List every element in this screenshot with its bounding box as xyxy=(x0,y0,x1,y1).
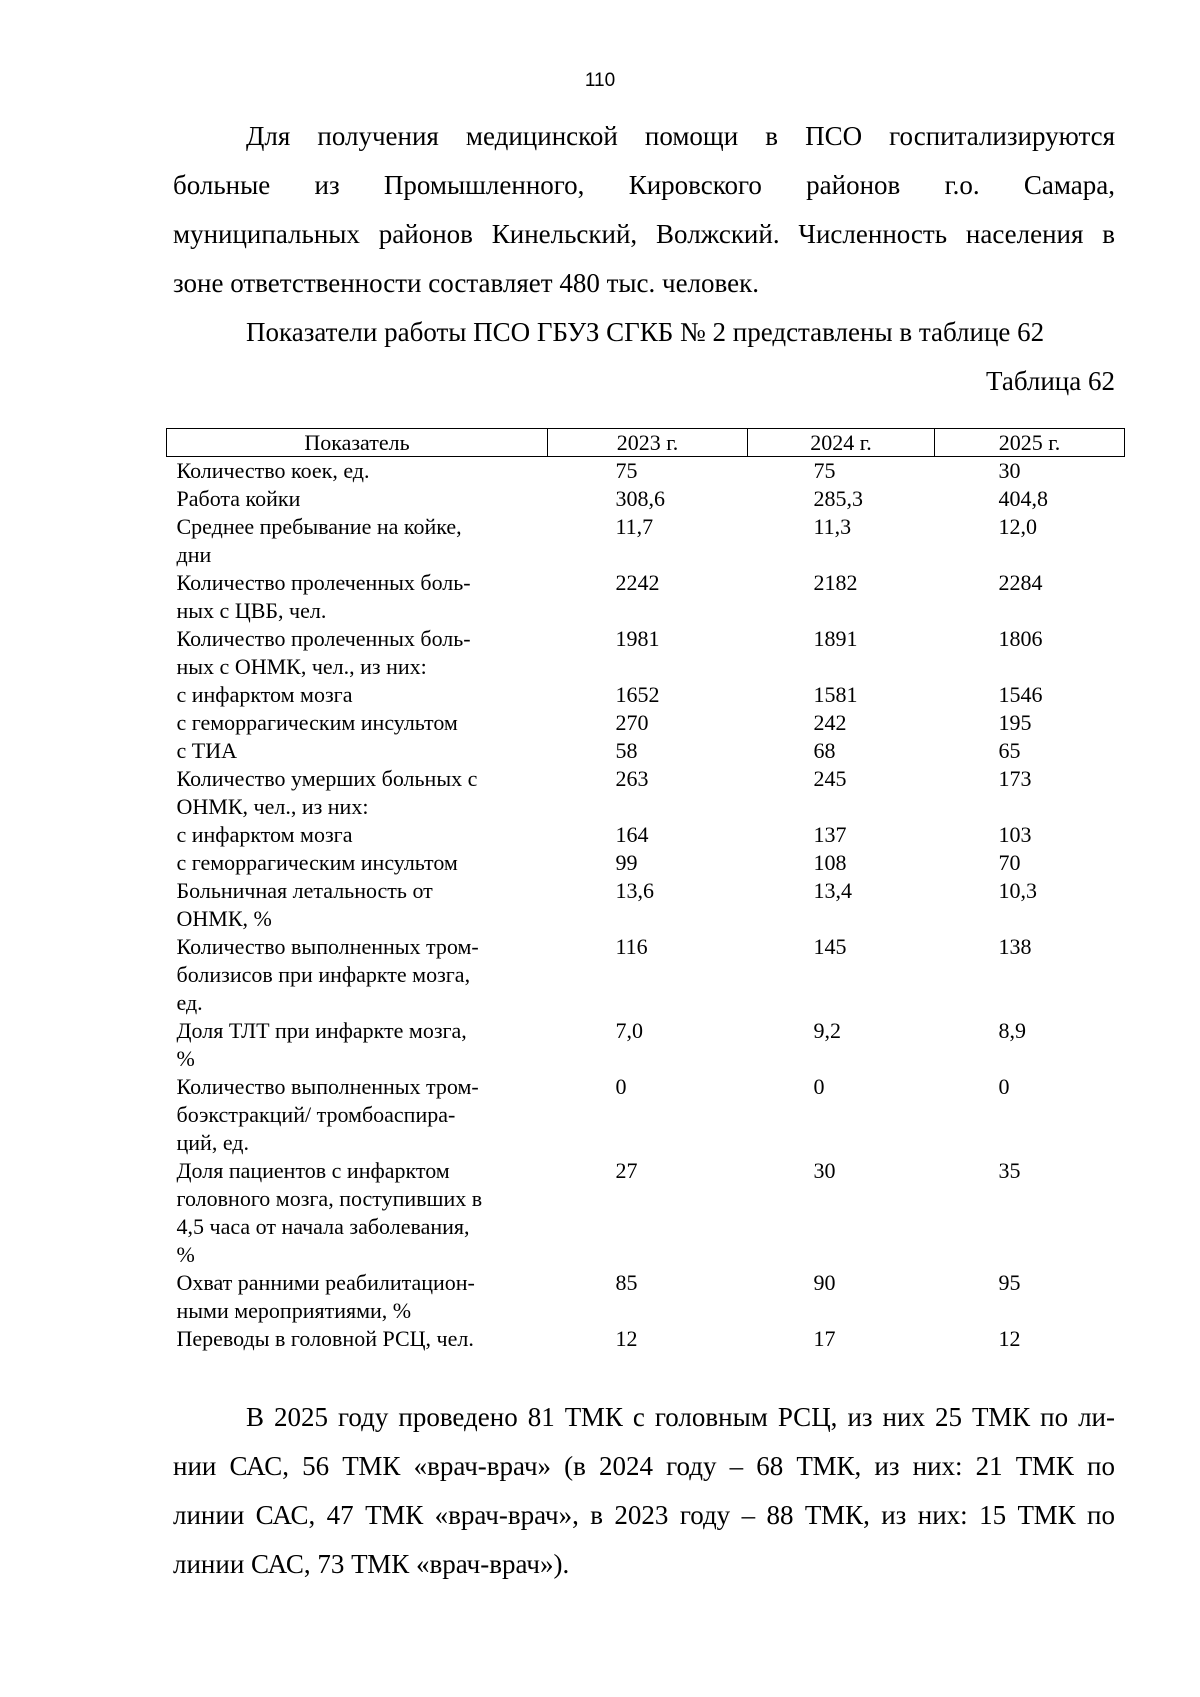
value-2023-cell xyxy=(548,849,748,877)
closing-line: нии САС, 56 ТМК «врач-врач» (в 2024 году – 68 ТМК, из них: 21 ТМК по xyxy=(173,1451,1115,1481)
value-2024: 90 xyxy=(813,1270,836,1295)
value-2025-cell xyxy=(935,877,1125,933)
value-2023-cell xyxy=(548,1269,748,1325)
row-label-line: Доля пациентов с инфарктом xyxy=(176,1158,450,1183)
value-2023-cell xyxy=(548,513,748,569)
row-label-line: ных с ЦВБ, чел. xyxy=(176,598,327,623)
row-label-line: Доля ТЛТ при инфаркте мозга, xyxy=(176,1018,467,1043)
value-2025-cell xyxy=(935,1325,1125,1353)
value-2024-cell xyxy=(748,737,935,765)
value-2023: 164 xyxy=(615,822,649,847)
row-label xyxy=(167,1073,548,1157)
value-2024-cell xyxy=(748,1017,935,1073)
value-2023-cell xyxy=(548,457,748,486)
row-label xyxy=(167,513,548,569)
table-row xyxy=(167,1269,1125,1325)
value-2024: 9,2 xyxy=(813,1018,841,1043)
value-2024: 17 xyxy=(813,1326,836,1351)
value-2024: 1581 xyxy=(813,682,858,707)
value-2024-cell xyxy=(748,513,935,569)
value-2024-cell xyxy=(748,849,935,877)
value-2023-cell xyxy=(548,681,748,709)
value-2023-cell xyxy=(548,1157,748,1269)
value-2023-cell xyxy=(548,625,748,681)
value-2024-cell xyxy=(748,1073,935,1157)
value-2024: 242 xyxy=(813,710,847,735)
value-2025: 8,9 xyxy=(998,1018,1026,1043)
value-2024-cell xyxy=(748,457,935,486)
closing-paragraph xyxy=(173,1393,1115,1589)
table-header-row xyxy=(167,429,1125,457)
row-label-line: 4,5 часа от начала заболевания, xyxy=(176,1214,470,1239)
row-label-line: % xyxy=(176,1242,195,1267)
value-2023: 1981 xyxy=(615,626,660,651)
row-label-line: Среднее пребывание на койке, xyxy=(176,514,462,539)
row-label xyxy=(167,1269,548,1325)
value-2025: 2284 xyxy=(998,570,1043,595)
value-2024: 0 xyxy=(813,1074,825,1099)
value-2025-cell xyxy=(935,1073,1125,1157)
value-2024-cell xyxy=(748,821,935,849)
value-2023: 7,0 xyxy=(615,1018,643,1043)
value-2023-cell xyxy=(548,569,748,625)
value-2023: 270 xyxy=(615,710,649,735)
value-2024-cell xyxy=(748,877,935,933)
value-2024-cell xyxy=(748,681,935,709)
value-2025-cell xyxy=(935,457,1125,486)
row-label-line: % xyxy=(176,1046,195,1071)
row-label-line: с ТИА xyxy=(176,738,237,763)
closing-line: линии САС, 47 ТМК «врач-врач», в 2023 году – 88 ТМК, из них: 15 ТМК по xyxy=(173,1500,1115,1530)
value-2025: 30 xyxy=(998,458,1021,483)
value-2025-cell xyxy=(935,513,1125,569)
intro-line: больные из Промышленного, Кировского районов г.о. Самара, xyxy=(173,170,1115,200)
row-label-line: Количество коек, ед. xyxy=(176,458,370,483)
row-label-line: Работа койки xyxy=(176,486,301,511)
row-label xyxy=(167,681,548,709)
value-2024: 245 xyxy=(813,766,847,791)
indicators-table xyxy=(166,428,1125,1353)
value-2025: 103 xyxy=(998,822,1032,847)
row-label-line: с геморрагическим инсультом xyxy=(176,850,458,875)
value-2023-cell xyxy=(548,1325,748,1353)
row-label-line: Количество выполненных тром- xyxy=(176,934,479,959)
row-label-line: с геморрагическим инсультом xyxy=(176,710,458,735)
row-label-line: ных с ОНМК, чел., из них: xyxy=(176,654,427,679)
table-row xyxy=(167,681,1125,709)
closing-line: линии САС, 73 ТМК «врач-врач»). xyxy=(173,1549,570,1579)
value-2024-cell xyxy=(748,709,935,737)
value-2023: 11,7 xyxy=(615,514,654,539)
row-label xyxy=(167,457,548,486)
row-label xyxy=(167,625,548,681)
value-2025-cell xyxy=(935,681,1125,709)
value-2025-cell xyxy=(935,765,1125,821)
value-2025: 35 xyxy=(998,1158,1021,1183)
value-2025-cell xyxy=(935,709,1125,737)
row-label-line: боэкстракций/ тромбоаспира- xyxy=(176,1102,456,1127)
row-label-line: ными мероприятиями, % xyxy=(176,1298,412,1323)
intro-line: Для получения медицинской помощи в ПСО госпитализируются xyxy=(246,121,1115,151)
value-2023: 99 xyxy=(615,850,638,875)
table-row xyxy=(167,709,1125,737)
header-2023: 2023 г. xyxy=(548,429,748,457)
row-label xyxy=(167,737,548,765)
closing-line: В 2025 году проведено 81 ТМК с головным РСЦ, из них 25 ТМК по ли- xyxy=(246,1402,1115,1432)
value-2024-cell xyxy=(748,625,935,681)
row-label-line: с инфарктом мозга xyxy=(176,822,353,847)
value-2025: 195 xyxy=(998,710,1032,735)
table-row xyxy=(167,849,1125,877)
table-row xyxy=(167,513,1125,569)
intro-paragraph xyxy=(173,112,1115,308)
row-label-line: ОНМК, чел., из них: xyxy=(176,794,369,819)
value-2024-cell xyxy=(748,485,935,513)
value-2023: 75 xyxy=(615,458,638,483)
value-2023: 58 xyxy=(615,738,638,763)
intro-line: муниципальных районов Кинельский, Волжский. Численность населения в xyxy=(173,219,1115,249)
value-2025: 138 xyxy=(998,934,1032,959)
row-label-line: ед. xyxy=(176,990,203,1015)
value-2025: 70 xyxy=(998,850,1021,875)
value-2023-cell xyxy=(548,933,748,1017)
value-2024-cell xyxy=(748,1325,935,1353)
value-2025: 1806 xyxy=(998,626,1043,651)
value-2025: 0 xyxy=(998,1074,1010,1099)
table-caption: Показатели работы ПСО ГБУЗ СГКБ № 2 представлены в таблице 62 xyxy=(246,317,1045,347)
value-2023-cell xyxy=(548,765,748,821)
row-label-line: Количество выполненных тром- xyxy=(176,1074,479,1099)
value-2023: 85 xyxy=(615,1270,638,1295)
row-label xyxy=(167,709,548,737)
table-label: Таблица 62 xyxy=(986,366,1115,396)
row-label xyxy=(167,933,548,1017)
value-2024-cell xyxy=(748,765,935,821)
value-2025-cell xyxy=(935,485,1125,513)
table-row xyxy=(167,1073,1125,1157)
row-label xyxy=(167,485,548,513)
value-2024: 11,3 xyxy=(813,514,852,539)
value-2025-cell xyxy=(935,1269,1125,1325)
value-2024: 75 xyxy=(813,458,836,483)
value-2025-cell xyxy=(935,737,1125,765)
row-label-line: ОНМК, % xyxy=(176,906,272,931)
row-label xyxy=(167,1017,548,1073)
row-label-line: Количество пролеченных боль- xyxy=(176,570,471,595)
row-label-line: Количество пролеченных боль- xyxy=(176,626,471,651)
value-2025: 10,3 xyxy=(998,878,1037,903)
value-2023-cell xyxy=(548,1017,748,1073)
value-2025: 12,0 xyxy=(998,514,1037,539)
row-label xyxy=(167,849,548,877)
row-label xyxy=(167,765,548,821)
value-2025: 173 xyxy=(998,766,1032,791)
table-row xyxy=(167,457,1125,486)
value-2025-cell xyxy=(935,821,1125,849)
value-2025-cell xyxy=(935,1017,1125,1073)
table-row xyxy=(167,1325,1125,1353)
row-label xyxy=(167,877,548,933)
row-label xyxy=(167,569,548,625)
value-2024: 285,3 xyxy=(813,486,863,511)
row-label xyxy=(167,1325,548,1353)
value-2025: 95 xyxy=(998,1270,1021,1295)
value-2024: 145 xyxy=(813,934,847,959)
value-2023: 116 xyxy=(615,934,648,959)
row-label-line: Больничная летальность от xyxy=(176,878,433,903)
row-label-line: ций, ед. xyxy=(176,1130,249,1155)
table-row xyxy=(167,877,1125,933)
row-label-line: дни xyxy=(176,542,212,567)
header-2025: 2025 г. xyxy=(935,429,1125,457)
value-2025: 1546 xyxy=(998,682,1043,707)
header-indicator: Показатель xyxy=(167,429,548,457)
value-2023-cell xyxy=(548,821,748,849)
row-label-line: головного мозга, поступивших в xyxy=(176,1186,483,1211)
value-2023: 308,6 xyxy=(615,486,665,511)
value-2025-cell xyxy=(935,625,1125,681)
value-2025: 404,8 xyxy=(998,486,1048,511)
value-2024-cell xyxy=(748,933,935,1017)
row-label-line: болизисов при инфаркте мозга, xyxy=(176,962,471,987)
value-2024-cell xyxy=(748,1269,935,1325)
row-label-line: Охват ранними реабилитацион- xyxy=(176,1270,475,1295)
value-2025: 65 xyxy=(998,738,1021,763)
value-2023: 27 xyxy=(615,1158,638,1183)
value-2024: 1891 xyxy=(813,626,858,651)
row-label-line: Переводы в головной РСЦ, чел. xyxy=(176,1326,474,1351)
table-row xyxy=(167,625,1125,681)
value-2025-cell xyxy=(935,849,1125,877)
value-2024: 137 xyxy=(813,822,847,847)
row-label xyxy=(167,821,548,849)
value-2024: 2182 xyxy=(813,570,858,595)
row-label-line: с инфарктом мозга xyxy=(176,682,353,707)
row-label xyxy=(167,1157,548,1269)
value-2023-cell xyxy=(548,737,748,765)
row-label-line: Количество умерших больных с xyxy=(176,766,478,791)
table-row xyxy=(167,1017,1125,1073)
value-2023-cell xyxy=(548,877,748,933)
table-body xyxy=(167,457,1125,1354)
value-2023: 1652 xyxy=(615,682,660,707)
header-2024: 2024 г. xyxy=(748,429,935,457)
value-2025: 12 xyxy=(998,1326,1021,1351)
value-2023-cell xyxy=(548,1073,748,1157)
value-2023: 13,6 xyxy=(615,878,654,903)
table-row xyxy=(167,485,1125,513)
value-2024: 68 xyxy=(813,738,836,763)
value-2024: 108 xyxy=(813,850,847,875)
value-2024-cell xyxy=(748,1157,935,1269)
value-2023: 263 xyxy=(615,766,649,791)
table-row xyxy=(167,737,1125,765)
value-2023: 2242 xyxy=(615,570,660,595)
value-2024: 13,4 xyxy=(813,878,852,903)
page-number: 110 xyxy=(584,70,616,91)
intro-line: зоне ответственности составляет 480 тыс. человек. xyxy=(173,268,759,298)
value-2025-cell xyxy=(935,569,1125,625)
table-row xyxy=(167,765,1125,821)
value-2025-cell xyxy=(935,1157,1125,1269)
table-row xyxy=(167,933,1125,1017)
value-2023-cell xyxy=(548,709,748,737)
value-2023: 12 xyxy=(615,1326,638,1351)
value-2025-cell xyxy=(935,933,1125,1017)
value-2024-cell xyxy=(748,569,935,625)
value-2023: 0 xyxy=(615,1074,627,1099)
value-2024: 30 xyxy=(813,1158,836,1183)
value-2023-cell xyxy=(548,485,748,513)
table-row xyxy=(167,569,1125,625)
table-row xyxy=(167,1157,1125,1269)
table-row xyxy=(167,821,1125,849)
